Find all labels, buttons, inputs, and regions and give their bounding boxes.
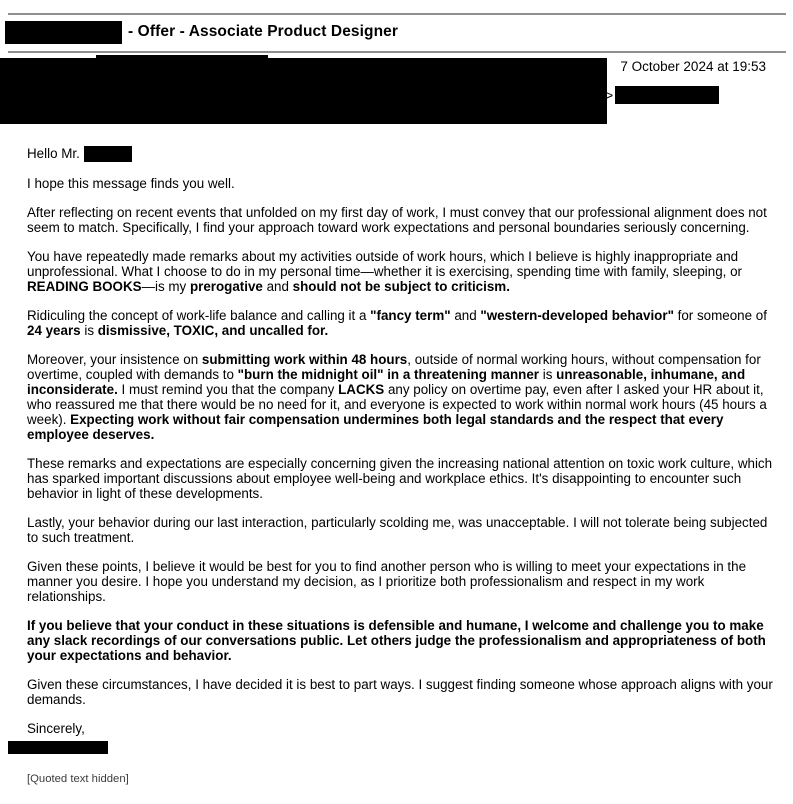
- body-paragraph: If you believe that your conduct in these situations is defensible and humane, I welcome and challenge you to make any slack recordings of our conversations public. Let others judge the professionalism and appropriateness of both your expectations and behavior.: [27, 618, 766, 663]
- body-paragraph: Given these circumstances, I have decided it is best to part ways. I suggest finding someone whose approach aligns with your demands.: [27, 677, 773, 707]
- body-paragraph: Moreover, your insistence on submitting work within 48 hours, outside of normal working hours, without compensation for overtime, coupled with demands to "burn the midnight oil" in a threatening manner is unreasonable, inhumane, and inconsiderate. I must remind you that the company LACKS any policy on overtime pay, even after I asked your HR about it, who reassured me that there would be no need for it, and everyone is expected to work within normal work hours (45 hours a week). Expecting work without fair compensation undermines both legal standards and the respect that every employee deserves.: [27, 352, 767, 442]
- body-paragraph: These remarks and expectations are especially concerning given the increasing national attention on toxic work culture, which has sparked important discussions about employee well-being and workplace ethics. It's disappointing to encounter such behavior in light of these developments.: [27, 456, 773, 501]
- redacted-recipient-name: [84, 146, 132, 162]
- body-paragraph: Lastly, your behavior during our last interaction, particularly scolding me, was unacceptable. I will not tolerate being subjected to such treatment.: [27, 515, 768, 545]
- angle-bracket-marker: >: [605, 87, 614, 103]
- body-paragraph: I hope this message finds you well.: [27, 176, 235, 191]
- quoted-text-hidden: [Quoted text hidden]: [27, 773, 129, 785]
- message-date: 7 October 2024 at 19:53: [620, 59, 766, 74]
- recipient-line: [605, 86, 719, 104]
- redacted-signature-name: [8, 741, 108, 754]
- paragraphs-container: [27, 176, 773, 707]
- redacted-company-name: [5, 21, 122, 44]
- email-body: [27, 146, 773, 787]
- subject-row: [5, 20, 398, 44]
- greeting-text: Hello Mr.: [27, 146, 80, 161]
- subject-title: - Offer - Associate Product Designer: [128, 23, 399, 40]
- message-header: [0, 52, 793, 141]
- body-paragraph: After reflecting on recent events that unfolded on my first day of work, I must convey that our professional alignment does not seem to match. Specifically, I find your approach toward work expectations and personal boundaries seriously concerning.: [27, 205, 767, 235]
- redacted-recipient-address: [615, 86, 719, 104]
- redacted-sender-block: [0, 58, 607, 124]
- greeting-line: [27, 146, 773, 162]
- body-paragraph: You have repeatedly made remarks about my activities outside of work hours, which I believe is highly inappropriate and unprofessional. What I choose to do in my personal time—whether it is exercising, spending time with family, sleeping, or READING BOOKS—is my prerogative and should not be subject to criticism.: [27, 249, 742, 294]
- divider-top: [8, 13, 786, 15]
- body-paragraph: Ridiculing the concept of work-life balance and calling it a "fancy term" and "western-developed behavior" for someone of 24 years is dismissive, TOXIC, and uncalled for.: [27, 308, 767, 338]
- body-paragraph: Given these points, I believe it would be best for you to find another person who is willing to meet your expectations in the manner you desire. I hope you understand my decision, as I prioritize both professionalism and respect in my work relationships.: [27, 559, 747, 604]
- signoff-line: Sincerely,: [27, 721, 85, 736]
